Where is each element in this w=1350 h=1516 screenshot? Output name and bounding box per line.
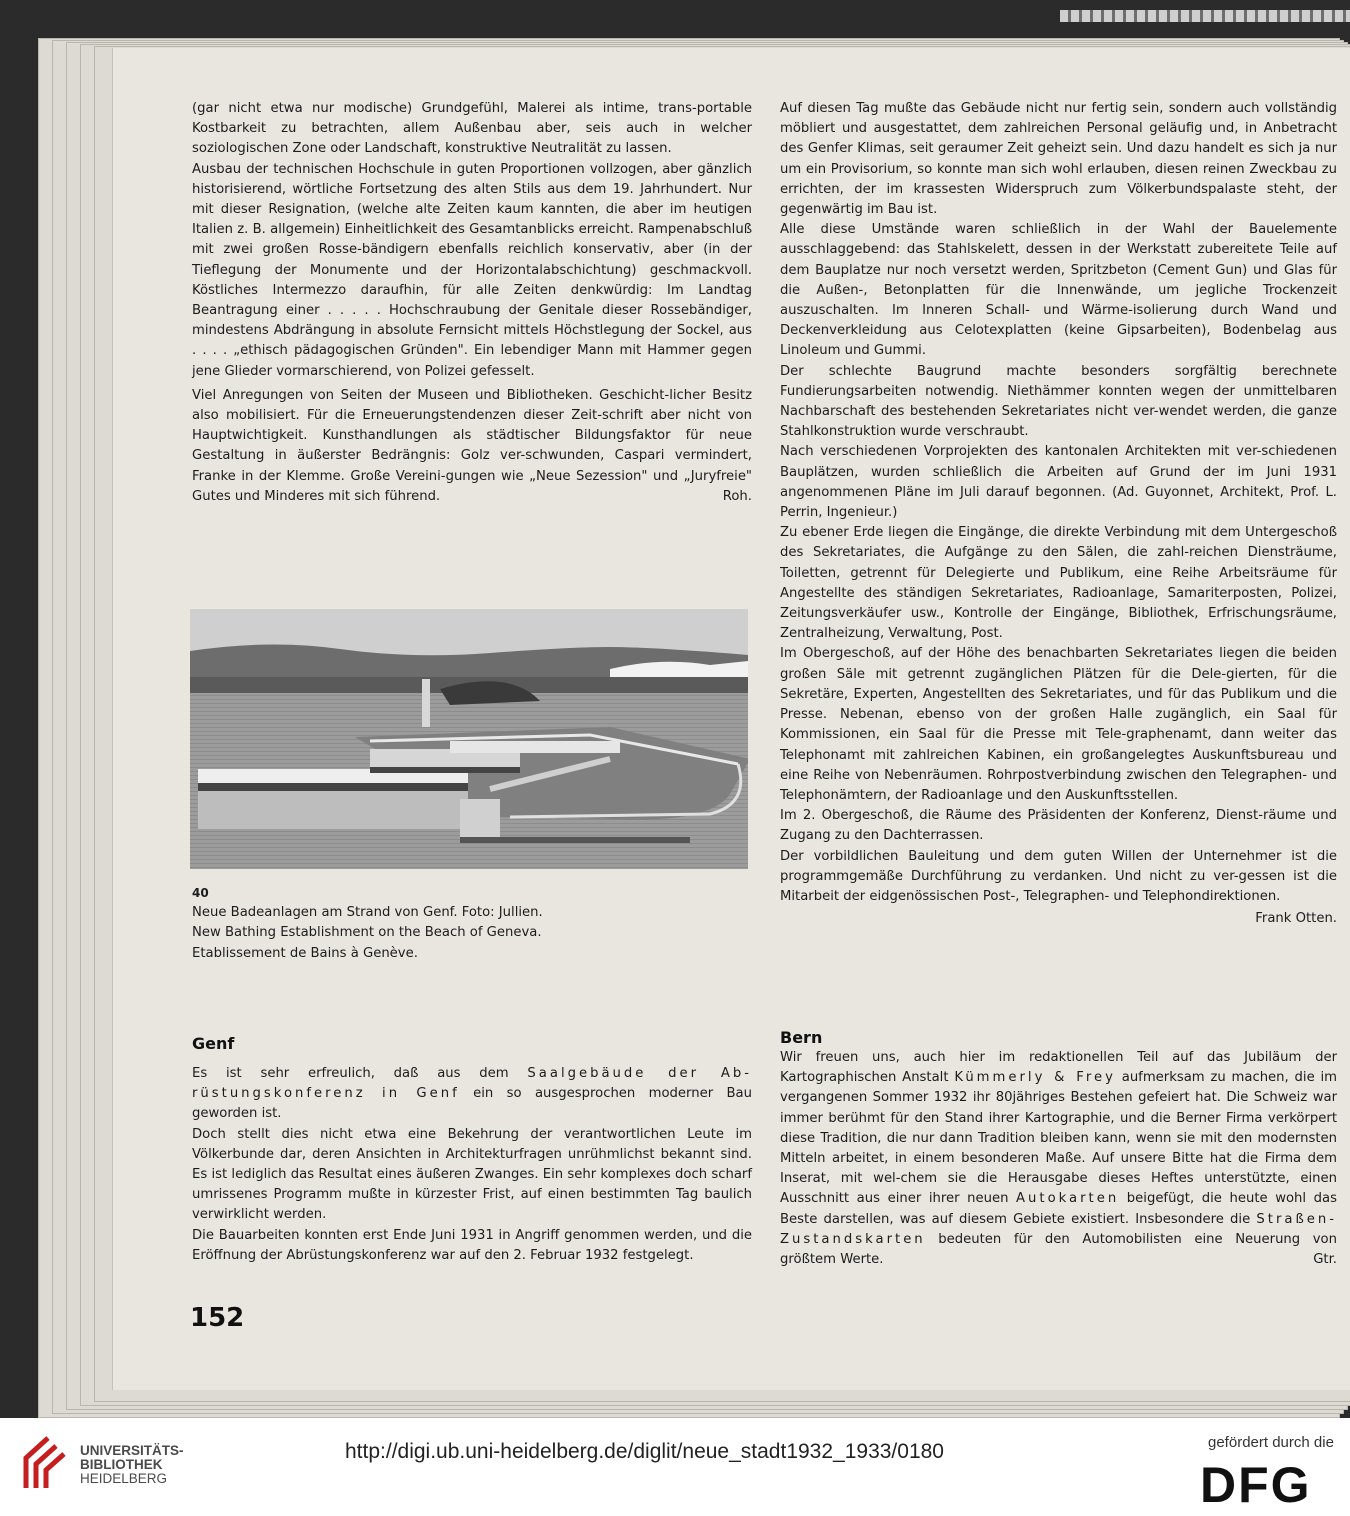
- paragraph: Auf diesen Tag mußte das Gebäude nicht nur fertig sein, sondern auch vollständig möbliert und ausgestattet, dem zahlreichen Personal geläufig und, in Anbetracht des Genfer Klimas, seit geraumer Zeit geheizt sein. Und dazu handelt es sich ja nur um ein Provisorium, so konnte man sich wohl erlauben, diesen reinen Zweckbau zu errichten, der im krassesten Widerspruch zum Völkerbundspalaste steht, der gegenwärtig im Bau ist.: [780, 101, 1337, 218]
- signature: Frank Otten.: [1255, 911, 1337, 927]
- paragraph: Viel Anregungen von Seiten der Museen und Bibliotheken. Geschicht-licher Besitz also mobilisiert. Für die Erneuerungstendenzen dieser Zeit-schrift aber nicht von Hauptwichtigkeit. Kunsthandlungen als städtischer Bildungsfaktor für neue Gestaltung in äußerster Bedrängnis: Golz ver-schwunden, Caspari vermindert, Franke in der Klemme. Große Vereini-gungen wie „Neue Sezession" und „Juryfreie" Gutes und Minderes mit sich führend.: [192, 387, 752, 504]
- genf-article: [192, 1034, 752, 1266]
- paragraph: Doch stellt dies nicht etwa eine Bekehrung der verantwortlichen Leute im Völkerbunde dar, deren Ansichten in Architekturfragen unrühmlichst bekannt sind. Es ist lediglich das Resultat eines äußeren Zwanges. Ein sehr komplexes doch scharf umrissenes Programm mußte in kürzester Frist, auf einen bestimmten Tag baulich verwirklicht werden.: [192, 1126, 752, 1223]
- color-scale-bar: [1060, 10, 1350, 22]
- article-heading: Genf: [192, 1034, 235, 1053]
- paragraph: Der schlechte Baugrund machte besonders sorgfältig berechnete Fundierungsarbeiten notwendig. Niethämmer konnten wegen der unmittelbaren Nachbarschaft des bestehenden Sekretariates nicht ver-wendet werden, die ganze Stahlkonstruktion wurde verschraubt.: [780, 363, 1337, 440]
- figure-caption: [192, 883, 543, 964]
- figure-number: 40: [192, 886, 209, 900]
- source-url-link[interactable]: http://digi.ub.uni-heidelberg.de/diglit/neue_stadt1932_1933/0180: [345, 1440, 944, 1463]
- footer-bar: [0, 1418, 1350, 1516]
- paragraph: Der vorbildlichen Bauleitung und dem guten Willen der Unternehmer ist die programmgemäße Durchführung zu verdanken. Und nicht zu ver-gessen ist die Mitarbeit der eidgenössischen Post-, Telegraphen- und Telephondirektionen.: [780, 848, 1337, 904]
- paragraph: Nach verschiedenen Vorprojekten des kantonalen Architekten mit ver-schiedenen Bauplätzen, wurden schließlich die Arbeiten auf Grund der im Juni 1931 angenommenen Pläne im Juli darauf begonnen. (Ad. Guyonnet, Architekt, Prof. L. Perrin, Ingenieur.): [780, 444, 1337, 521]
- caption-line: New Bathing Establishment on the Beach of Geneva.: [192, 925, 542, 941]
- paragraph: Im 2. Obergeschoß, die Räume des Präsidenten der Konferenz, Dienst-räume und Zugang zu den Dachterrassen.: [780, 808, 1337, 844]
- page-number: 152: [190, 1303, 245, 1333]
- paragraph: Es ist sehr erfreulich, daß aus dem Saalgebäude der Ab-rüstungskonferenz in Genf ein so ausgesprochen moderner Bau geworden ist.: [192, 1066, 753, 1122]
- paragraph: Wir freuen uns, auch hier im redaktionellen Teil auf das Jubiläum der Kartographischen Anstalt Kümmerly & Frey aufmerksam zu machen, die im vergangenen Sommer 1932 ihr 80jähriges Bestehen gefeiert hat. Die Schweiz war immer berühmt für den Stand ihrer Kartographie, und die Berner Firma verkörpert diese Tradition, die nur dann Tradition bleiben kann, wenn sie mit den modernsten Mitteln arbeitet, in einem besonderen Maße. Auf unsere Bitte hat die Firma dem Inserat, mit wel-chem sie die Herausgabe dieses Heftes unterstützte, einen Ausschnitt aus einer ihrer neuen Autokarten beigefügt, die heute wohl das Beste darstellen, was auf diesem Gebiete existiert. Insbesondere die Straßen-Zustandskarten bedeuten für den Automobilisten eine Neuerung von größtem Werte.: [780, 1050, 1337, 1268]
- library-logo-icon: [18, 1430, 74, 1496]
- bern-article: [780, 1028, 1337, 1270]
- caption-line: Etablissement de Bains à Genève.: [192, 945, 418, 961]
- paragraph: Im Obergeschoß, auf der Höhe des benachbarten Sekretariates liegen die beiden großen Säle mit getrennt zugänglichen Plätzen für die Dele-gierten, für die Sekretäre, Experten, Angestellten des Sekretariates, und für das Publikum und die Presse. Nebenan, ebenso von der großen Halle zugänglich, ein Saal für Kommissionen, ein Saal für die Presse mit Tele-graphenamt, dann weiter das Telephonamt mit zahlreichen Kabinen, ein großangelegtes Auskunftsbureau und eine Reihe von Nebenräumen. Rohrpostverbindung zwischen den Telegraphen- und Telephonämtern, der Radioanlage und den Auskunftsstellen.: [780, 646, 1337, 803]
- left-column-top-text: [192, 99, 752, 507]
- paragraph: (gar nicht etwa nur modische) Grundgefühl, Malerei als intime, trans-portable Kostbarkeit zu betrachten, allem Außenbau aber, seis auch in welcher soziologischen Zone oder Landschaft, konstruktive Neutralität zu lassen.: [192, 101, 752, 157]
- paragraph: Die Bauarbeiten konnten erst Ende Juni 1931 in Angriff genommen werden, und die Eröffnung der Abrüstungskonferenz war auf den 2. Februar 1932 festgelegt.: [192, 1227, 752, 1263]
- signature: Roh.: [722, 489, 752, 505]
- right-column-top-text: [780, 99, 1337, 929]
- dfg-logo: DFG: [1200, 1457, 1312, 1513]
- paragraph: Zu ebener Erde liegen die Eingänge, die direkte Verbindung mit dem Untergeschoß des Sekretariates, die Aufgänge zu den Sälen, die zahl-reichen Diensträume, Toiletten, getrennt für Delegierte und Publikum, eine Reihe Arbeitsräume für Angestellte des ständigen Sekretariates, Radioanlage, Samariterposten, Polizei, Zeitungsverkäufer usw., Kontrolle der Eingänge, Bibliothek, Erfrischungsräume, Zentralheizung, Verwaltung, Post.: [780, 525, 1337, 642]
- funding-text: gefördert durch die: [1208, 1434, 1334, 1451]
- paragraph: Ausbau der technischen Hochschule in guten Proportionen vollzogen, aber gänzlich historisierend, wörtliche Fortsetzung des alten Stils aus dem 19. Jahrhundert. Nur mit dieser Resignation, (welche alte Zeiten kaum kannten, die aber im heutigen Italien z. B. allgemein) Einheitlichkeit des Gesamtanblicks erreicht. Rampenabschluß mit zwei großen Rosse-bändigern ebenfalls reichlich konservativ, aber (in der Tieflegung der Monumente und der Horizontalabschichtung) geschmackvoll. Köstliches Intermezzo daraufhin, für alle Zeiten denkwürdig: Im Landtag Beantragung einer . . . . . Hochschraubung der Genitale dieser Rossebändiger, mindestens Abdrängung in absolute Fernsicht mittels Höchstlegung der Sockel, aus . . . . „ethisch pädagogischen Gründen". Ein lebendiger Mann mit Hammer gegen jene Glieder vormarschierend, von Polizei gefesselt.: [192, 161, 752, 379]
- signature: Gtr.: [1313, 1252, 1337, 1268]
- paragraph: Alle diese Umstände waren schließlich in der Wahl der Bauelemente ausschlaggebend: das Stahlskelett, dessen in der Werkstatt zubereitete Teile auf dem Bauplatze nur noch versetzt werden, Spritzbeton (Cement Gun) und Glas für die Außen-, Betonplatten für die Innenwände, um jegliche Trockenzeit auszuschalten. Im Inneren Schall- und Wärme-isolierung durch Wand und Deckenverkleidung aus Celotexplatten (keine Gipsarbeiten), Bodenbelag aus Linoleum und Gummi.: [780, 222, 1337, 359]
- photo-bathing-establishment: [190, 609, 748, 869]
- library-name: UNIVERSITÄTS- BIBLIOTHEK HEIDELBERG: [80, 1443, 184, 1486]
- article-heading: Bern: [780, 1028, 823, 1047]
- caption-line: Neue Badeanlagen am Strand von Genf. Foto: Jullien.: [192, 905, 543, 921]
